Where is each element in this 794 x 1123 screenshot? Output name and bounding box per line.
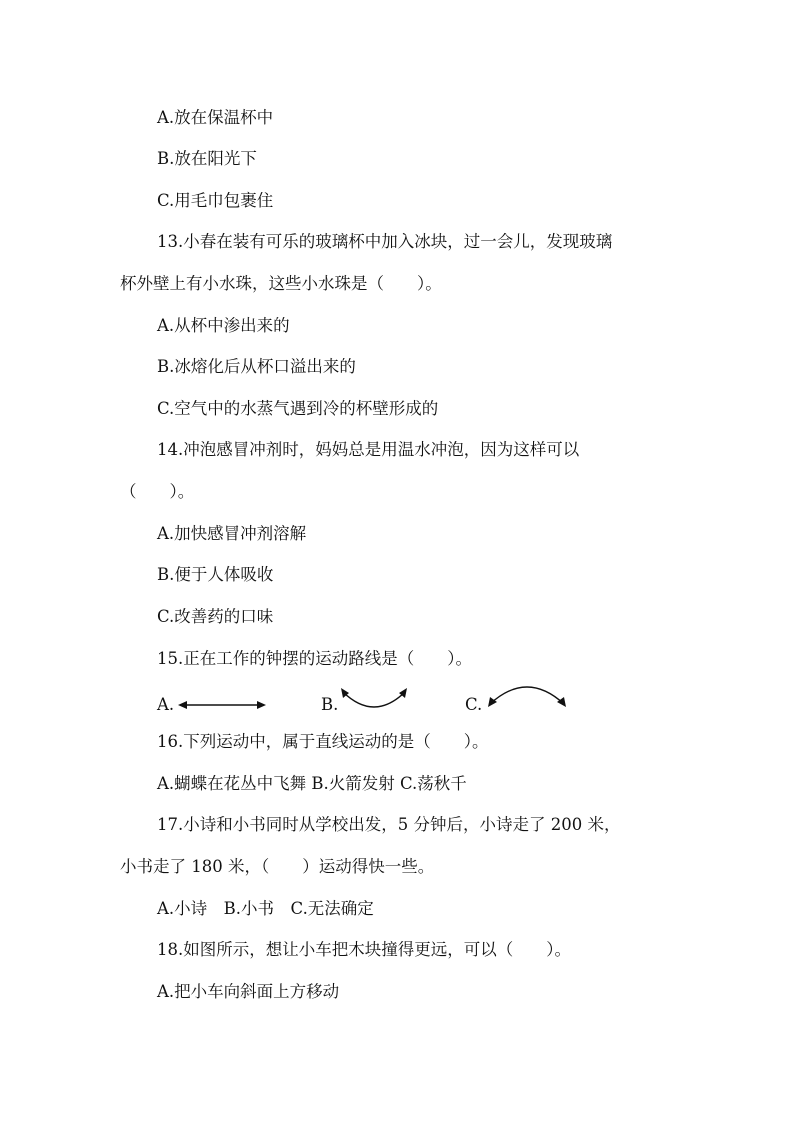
upward-arc-arrow-icon: [484, 680, 570, 710]
q16-options: A.蝴蝶在花丛中飞舞 B.火箭发射 C.荡秋千: [157, 774, 467, 793]
q13-option-a: A.从杯中渗出来的: [157, 316, 290, 335]
straight-double-arrow-icon: [178, 696, 268, 714]
q12-option-b: B.放在阳光下: [157, 149, 257, 168]
question-13-text-cont: 杯外壁上有小水珠，这些小水珠是（ ）。: [120, 274, 442, 293]
q12-option-c: C.用毛巾包裹住: [157, 191, 274, 210]
q14-option-c: C.改善药的口味: [157, 607, 274, 626]
question-18-text: 18.如图所示，想让小车把木块撞得更远，可以（ ）。: [157, 940, 571, 959]
question-14-text: 14.冲泡感冒冲剂时，妈妈总是用温水冲泡，因为这样可以: [157, 440, 580, 459]
q14-option-b: B.便于人体吸收: [157, 565, 274, 584]
q14-option-a: A.加快感冒冲剂溶解: [157, 524, 307, 543]
q12-option-a: A.放在保温杯中: [157, 108, 274, 127]
q13-option-c: C.空气中的水蒸气遇到冷的杯壁形成的: [157, 399, 439, 418]
q15-option-b-label: B.: [321, 695, 339, 714]
q13-option-b: B.冰熔化后从杯口溢出来的: [157, 357, 356, 376]
question-15-text: 15.正在工作的钟摆的运动路线是（ ）。: [157, 649, 472, 668]
question-17-text-cont: 小书走了 180 米，（ ）运动得快一些。: [120, 857, 435, 876]
question-13-text: 13.小春在装有可乐的玻璃杯中加入冰块，过一会儿，发现玻璃: [157, 232, 613, 251]
q15-option-a-label: A.: [157, 695, 175, 714]
downward-arc-arrow-icon: [338, 686, 410, 712]
question-14-text-cont: （ ）。: [120, 482, 195, 501]
q15-option-c-label: C.: [465, 695, 483, 714]
q17-options: A.小诗 B.小书 C.无法确定: [157, 899, 374, 918]
q18-option-a: A.把小车向斜面上方移动: [157, 982, 340, 1001]
question-16-text: 16.下列运动中，属于直线运动的是（ ）。: [157, 732, 489, 751]
question-17-text: 17.小诗和小书同时从学校出发，5 分钟后，小诗走了 200 米，: [157, 815, 621, 834]
